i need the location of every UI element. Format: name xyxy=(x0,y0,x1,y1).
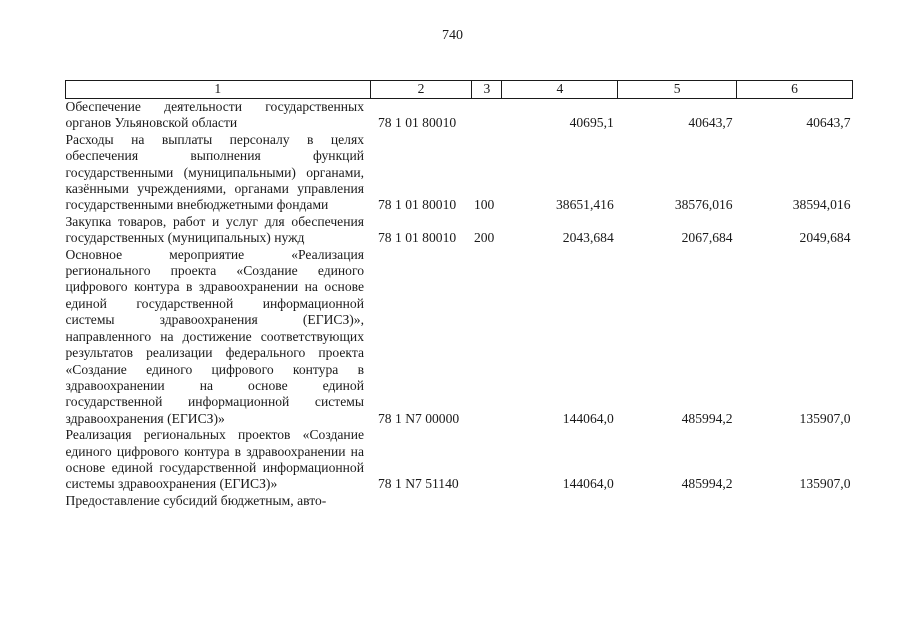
row-value-col6: 135907,0 xyxy=(799,410,851,426)
row-name: Обеспечение деятельности государственных органов Ульяновской области xyxy=(65,99,364,131)
row-value-col4 xyxy=(502,493,618,509)
header-col-2: 2 xyxy=(370,81,472,99)
row-name: Реализация региональных проектов «Создание единого цифрового контура в здравоохранении на основе единой государственной информационной системы здравоохранения (ЕГИСЗ)» xyxy=(65,427,364,492)
header-col-1: 1 xyxy=(66,81,371,99)
row-code: 78 1 01 80010 xyxy=(378,115,457,131)
table-row xyxy=(66,99,853,132)
row-expense-type xyxy=(472,493,502,509)
row-code: 78 1 01 80010 xyxy=(378,230,457,246)
row-value-col4: 38651,416 xyxy=(555,197,614,213)
row-value-col5: 485994,2 xyxy=(681,410,733,426)
row-value-col5 xyxy=(618,493,737,509)
row-value-col6: 40643,7 xyxy=(806,115,851,131)
header-col-5: 5 xyxy=(618,81,737,99)
row-value-col5: 40643,7 xyxy=(688,115,733,131)
row-value-col5: 2067,684 xyxy=(681,230,733,246)
table-row xyxy=(66,247,853,427)
row-name: Основное мероприятие «Реализация регионального проекта «Создание единого цифрового контура в здравоохранении на основе единой государственной информационной системы здравоохранения (ЕГИСЗ)», направленного на достижение соответствующих результатов реализации федерального проекта «Создание единого цифрового контура в здравоохранении на основе единой государственной информационной системы здравоохранения (ЕГИСЗ)» xyxy=(65,246,364,426)
table-row xyxy=(66,214,853,247)
row-expense-type xyxy=(472,427,502,493)
header-col-4: 4 xyxy=(502,81,618,99)
row-value-col5: 38576,016 xyxy=(674,197,733,213)
row-value-col5: 485994,2 xyxy=(681,476,733,492)
header-col-3: 3 xyxy=(472,81,502,99)
row-value-col6: 38594,016 xyxy=(792,197,851,213)
table-row xyxy=(66,427,853,493)
budget-table xyxy=(65,80,853,509)
row-code: 78 1 N7 51140 xyxy=(378,476,459,492)
row-expense-type: 200 xyxy=(473,230,495,246)
row-value-col4: 144064,0 xyxy=(562,476,614,492)
row-name: Предоставление субсидий бюджетным, авто- xyxy=(65,492,327,508)
row-value-col4: 40695,1 xyxy=(569,115,614,131)
header-row xyxy=(66,81,853,99)
row-expense-type xyxy=(472,99,502,132)
table-header xyxy=(66,81,853,99)
table-row xyxy=(66,493,853,509)
row-value-col6 xyxy=(737,493,853,509)
row-expense-type: 100 xyxy=(473,197,495,213)
row-code xyxy=(370,493,472,509)
row-value-col4: 2043,684 xyxy=(562,230,614,246)
row-name: Закупка товаров, работ и услуг для обеспечения государственных (муниципальных) нужд xyxy=(65,213,364,246)
row-value-col6: 2049,684 xyxy=(799,230,851,246)
row-value-col6: 135907,0 xyxy=(799,476,851,492)
row-code: 78 1 01 80010 xyxy=(378,197,457,213)
page-number: 740 xyxy=(442,28,463,43)
table-row xyxy=(66,132,853,214)
row-expense-type xyxy=(472,247,502,427)
header-col-6: 6 xyxy=(737,81,853,99)
table-body xyxy=(66,99,853,510)
row-name: Расходы на выплаты персоналу в целях обеспечения выполнения функций государственными (муниципальными) органами, казёнными учреждениями, органами управления государственными внебюджетными фондами xyxy=(65,131,364,213)
row-value-col4: 144064,0 xyxy=(562,410,614,426)
row-code: 78 1 N7 00000 xyxy=(378,410,460,426)
